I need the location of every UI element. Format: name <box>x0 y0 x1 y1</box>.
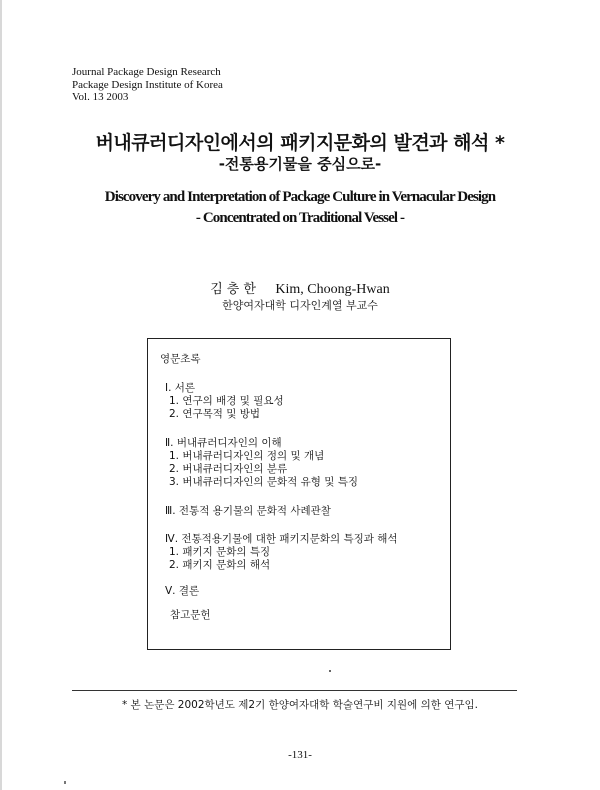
korean-title: 버내큐러디자인에서의 패키지문화의 발견과 해석 * <box>95 132 505 154</box>
journal-volume: Vol. 13 2003 <box>72 91 129 103</box>
scan-speck <box>329 670 331 672</box>
footnote-rule <box>72 690 517 691</box>
toc-heading: 영문초록 <box>160 353 201 365</box>
author-affiliation: 한양여자대학 디자인계열 부교수 <box>222 299 378 312</box>
toc-item: Ⅲ. 전통적 용기물의 문화적 사례관찰 <box>165 505 331 517</box>
english-title: Discovery and Interpretation of Package Culture in Vernacular Design <box>104 189 496 205</box>
table-of-contents <box>147 338 451 650</box>
author-name-korean: 김충한 <box>210 282 260 297</box>
toc-item: 2. 버내큐러디자인의 분류 <box>169 463 288 475</box>
page-edge <box>0 0 2 790</box>
journal-name: Journal Package Design Research <box>72 66 221 78</box>
toc-item: Ⅱ. 버내큐러디자인의 이해 <box>165 437 282 449</box>
toc-item: 3. 버내큐러디자인의 문화적 유형 및 특징 <box>169 476 358 488</box>
english-subtitle: - Concentrated on Traditional Vessel - <box>195 210 405 226</box>
journal-header <box>72 66 223 104</box>
toc-item: Ⅰ. 서론 <box>165 382 196 394</box>
author <box>0 278 600 298</box>
toc-item: Ⅳ. 전통적용기물에 대한 패키지문화의 특징과 해석 <box>165 533 398 545</box>
toc-item: 1. 패키지 문화의 특징 <box>169 546 271 558</box>
toc-item: 2. 패키지 문화의 해석 <box>169 559 271 571</box>
toc-item: Ⅴ. 결론 <box>165 585 200 597</box>
korean-subtitle: -전통용기물을 중심으로- <box>218 155 382 173</box>
toc-item: 1. 버내큐러디자인의 정의 및 개념 <box>169 450 325 462</box>
page-number: -131- <box>288 749 312 761</box>
toc-item: 참고문헌 <box>170 609 211 621</box>
author-name-english: Kim, Choong-Hwan <box>275 282 390 297</box>
footnote: * 본 논문은 2002학년도 제2기 한양여자대학 학술연구비 지원에 의한 연구임. <box>121 699 479 711</box>
journal-publisher: Package Design Institute of Korea <box>72 78 223 91</box>
toc-item: 2. 연구목적 및 방법 <box>169 408 261 420</box>
toc-item: 1. 연구의 배경 및 필요성 <box>169 395 284 407</box>
scan-speck <box>64 781 66 784</box>
